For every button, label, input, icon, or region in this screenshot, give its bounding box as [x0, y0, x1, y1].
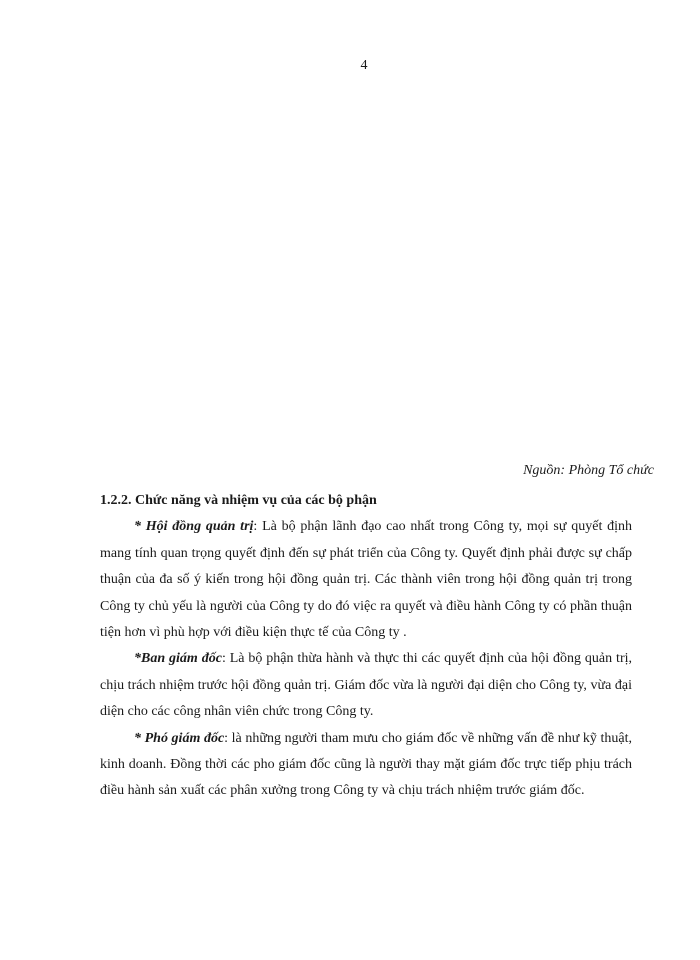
section-content	[100, 488, 632, 805]
page-number: 4	[360, 58, 368, 73]
paragraph-management-board	[100, 646, 632, 725]
paragraph-board-of-directors	[100, 514, 632, 646]
source-note: Nguồn: Phòng Tổ chức	[523, 463, 654, 478]
term-deputy-director: * Phó giám đốc	[134, 730, 225, 746]
paragraph-text: : Là bộ phận thừa hành và thực thi các quyết định của hội đồng quản trị, chịu trách nhiệm trước hội đồng quản trị. Giám đốc vừa là người đại diện cho Công ty, vừa đại diện cho các công nhân viên chức trong Công ty.	[100, 651, 632, 720]
paragraph-deputy-director	[100, 726, 632, 805]
paragraph-text: : Là bộ phận lãnh đạo cao nhất trong Công ty, mọi sự quyết định mang tính quan trọng quyết định đến sự phát triển của Công ty. Quyết định phải được sự chấp thuận của đa số ý kiến trong hội đồng quản trị. Các thành viên trong hội đồng quản trị trong Công ty chủ yếu là người của Công ty do đó việc ra quyết và điều hành Công ty có phần thuận tiện hơn vì phù hợp với điều kiện thực tế của Công ty .	[100, 519, 632, 641]
section-heading: 1.2.2. Chức năng và nhiệm vụ của các bộ phận	[100, 493, 377, 508]
term-board-of-directors: * Hội đồng quản trị	[134, 519, 254, 535]
paragraph-text: : là những người tham mưu cho giám đốc về những vấn đề như kỹ thuật, kinh doanh. Đồng thời các pho giám đốc cũng là người thay mặt giám đốc trực tiếp phịu trách điều hành sản xuất các phân xưởng trong Công ty và chịu trách nhiệm trước giám đốc.	[100, 730, 632, 799]
term-management-board: *Ban giám đốc	[134, 651, 222, 667]
